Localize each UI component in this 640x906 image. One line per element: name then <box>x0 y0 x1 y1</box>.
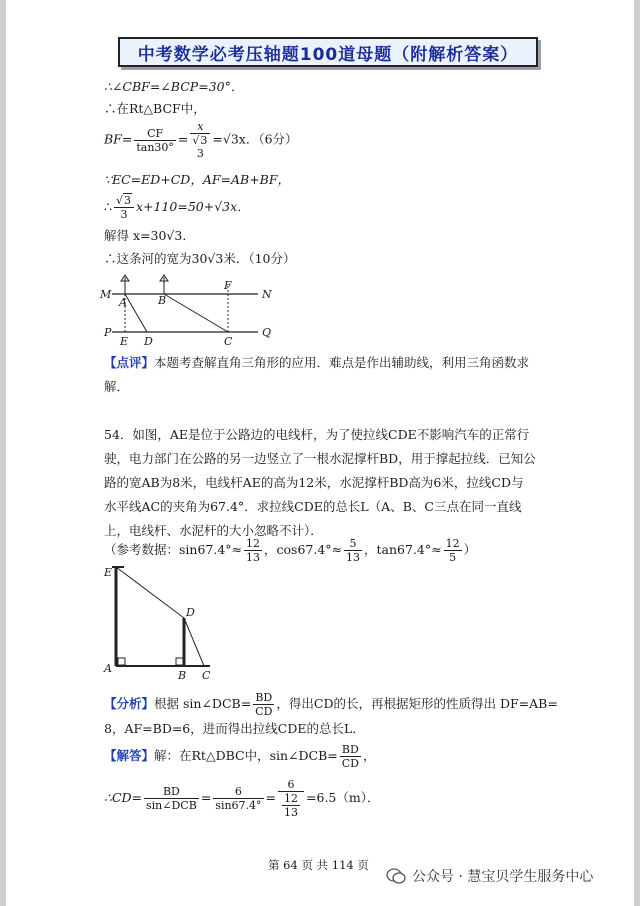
fig2-label-C: C <box>202 669 211 682</box>
line5-frac-den: 3 <box>120 208 128 221</box>
cd-frac-1 <box>144 785 199 812</box>
bf-eq: = <box>177 131 189 147</box>
line5-frac-num: √3 <box>114 194 134 208</box>
ref-cos-den: 13 <box>346 551 361 564</box>
bf-fraction-1 <box>134 127 176 154</box>
watermark-text: 公众号 · 慧宝贝学生服务中心 <box>412 869 594 885</box>
answer-frac-den: CD <box>341 757 359 770</box>
line5-rest: x+110=50+√3x． <box>135 199 250 214</box>
ref-tan-frac <box>444 537 462 564</box>
answer-text-b: ， <box>363 748 376 763</box>
answer-fraction <box>340 743 361 770</box>
comment-block <box>104 351 564 399</box>
cd-frac-3 <box>278 778 304 819</box>
cd-f3-num: 6 <box>278 778 304 792</box>
problem-line-4: 水平线AC的夹角为67.4°．求拉线CDE的总长L（A、B、C三点在同一直线 <box>104 499 522 514</box>
answer-frac-num: BD <box>340 743 361 757</box>
ref-tan: ，tan67.4°≈ <box>364 542 442 557</box>
answer-text-a: 解：在Rt△DBC中，sin∠DCB= <box>154 748 338 763</box>
comment-tag: 【点评】 <box>104 355 155 370</box>
analysis-fraction <box>253 691 274 718</box>
comment-text: 本题考查解直角三角形的应用．难点是作出辅助线，利用三角函数求 <box>154 355 530 370</box>
solution-line-6: 解得 x=30√3． <box>104 228 195 243</box>
cd-f3-den <box>278 792 304 819</box>
ref-cos-frac <box>344 537 362 564</box>
label-Q: Q <box>262 326 272 339</box>
solution-line-2: ∴在Rt△BCF中， <box>104 101 206 116</box>
label-A: A <box>119 296 127 309</box>
label-E: E <box>120 335 129 348</box>
analysis-tag: 【分析】 <box>104 696 155 711</box>
line5-fraction <box>114 194 134 221</box>
ref-sin-num: 12 <box>246 537 261 550</box>
solution-line-1: ∴∠CBF=∠BCP=30°． <box>104 79 244 94</box>
label-B: B <box>158 294 167 307</box>
bf-frac1-num: CF <box>134 127 176 141</box>
cd-lhs: ∴CD= <box>104 790 143 805</box>
cd-f1-den: sin∠DCB <box>146 799 197 812</box>
cd-f3-inner-den: 13 <box>284 806 299 819</box>
wire-DC <box>184 618 204 666</box>
ref-sin-den: 13 <box>246 551 261 564</box>
problem-line-2: 驶，电力部门在公路的另一边竖立了一根水泥撑杆BD，用于撑起拉线．已知公 <box>104 451 536 466</box>
problem-54 <box>104 423 564 543</box>
fig2-label-D: D <box>186 606 195 619</box>
bf-frac1-den: tan30° <box>136 140 174 154</box>
line5-root: 3 <box>123 194 131 207</box>
analysis-frac-num: BD <box>253 691 274 705</box>
cd-f2-num: 6 <box>213 785 263 799</box>
segment-AD <box>125 294 147 332</box>
label-C: C <box>224 335 233 348</box>
problem-line-3: 路的宽AB为8米，电线杆AE的高为12米，水泥撑杆BD高为6米，拉线CD与 <box>104 475 524 490</box>
bf-frac2-den: √3 3 <box>192 134 208 160</box>
bf-frac2-root: 3 <box>200 134 208 147</box>
fig2-label-E: E <box>104 566 113 579</box>
bf-rhs: =√3x．（6分） <box>212 131 298 147</box>
cd-f2-den: sin67.4° <box>215 799 262 812</box>
bf-equation <box>104 120 298 160</box>
page-footer: 第 64 页 共 114 页 <box>268 858 369 872</box>
bf-fraction-2 <box>190 120 210 160</box>
cd-result: =6.5（m）． <box>306 790 380 805</box>
page-title-banner: 中考数学必考压轴题100道母题（附解析答案） <box>118 37 538 67</box>
bf-lhs: BF= <box>104 131 133 147</box>
problem-line-5: 上，电线杆、水泥杆的大小忽略不计）． <box>104 523 323 538</box>
wire-ED <box>116 567 184 618</box>
cd-eq2: = <box>265 790 277 805</box>
ref-cos: ，cos67.4°≈ <box>264 542 343 557</box>
ref-suffix: ） <box>463 542 477 557</box>
analysis-text-b: ，得出CD的长，再根据矩形的性质得出 DF=AB= <box>276 696 558 711</box>
reference-data <box>104 537 476 564</box>
right-angle-B <box>176 658 183 665</box>
line5-prefix: ∴ <box>104 199 112 214</box>
answer-tag: 【解答】 <box>104 748 155 763</box>
label-M: M <box>100 288 112 301</box>
cd-equation <box>104 778 380 819</box>
analysis-line-2: 8，AF=BD=6，进而得出拉线CDE的总长L． <box>104 721 365 736</box>
river-figure <box>98 273 278 351</box>
analysis-line-1 <box>104 691 558 718</box>
ref-sin-frac <box>244 537 262 564</box>
watermark <box>386 866 593 886</box>
fig2-label-B: B <box>178 669 187 682</box>
answer-line-1 <box>104 743 376 770</box>
pole-figure <box>100 562 230 684</box>
fig2-label-A: A <box>104 662 112 675</box>
ref-tan-den: 5 <box>449 551 457 564</box>
ref-cos-num: 5 <box>344 537 362 551</box>
solution-line-7: ∴这条河的宽为30√3米．（10分） <box>104 251 296 266</box>
cd-f3-inner-frac <box>282 792 300 819</box>
solution-line-5 <box>104 194 250 221</box>
segment-BC <box>164 294 228 332</box>
label-F: F <box>224 279 232 292</box>
cd-f3-inner-num: 12 <box>284 792 299 805</box>
problem-number: 54． <box>104 427 133 442</box>
ref-tan-num: 12 <box>445 537 460 550</box>
cd-frac-2 <box>213 785 263 812</box>
right-angle-A <box>118 658 125 665</box>
solution-line-4: ∵EC=ED+CD，AF=AB+BF， <box>104 172 291 187</box>
wechat-icon <box>386 868 406 884</box>
cd-eq1: = <box>200 790 212 805</box>
analysis-text-a: 根据 sin∠DCB= <box>154 696 252 711</box>
problem-line-1: 如图，AE是位于公路边的电线杆，为了使拉线CDE不影响汽车的正常行 <box>132 427 530 442</box>
bf-frac2-below: 3 <box>196 147 204 160</box>
label-D: D <box>144 335 153 348</box>
label-N: N <box>262 288 272 301</box>
cd-f1-num: BD <box>144 785 199 799</box>
ref-prefix: （参考数据：sin67.4°≈ <box>104 542 243 557</box>
analysis-frac-den: CD <box>255 705 273 718</box>
comment-text-2: 解． <box>104 379 130 394</box>
bf-frac2-num: x <box>190 120 210 134</box>
label-P: P <box>104 326 112 339</box>
